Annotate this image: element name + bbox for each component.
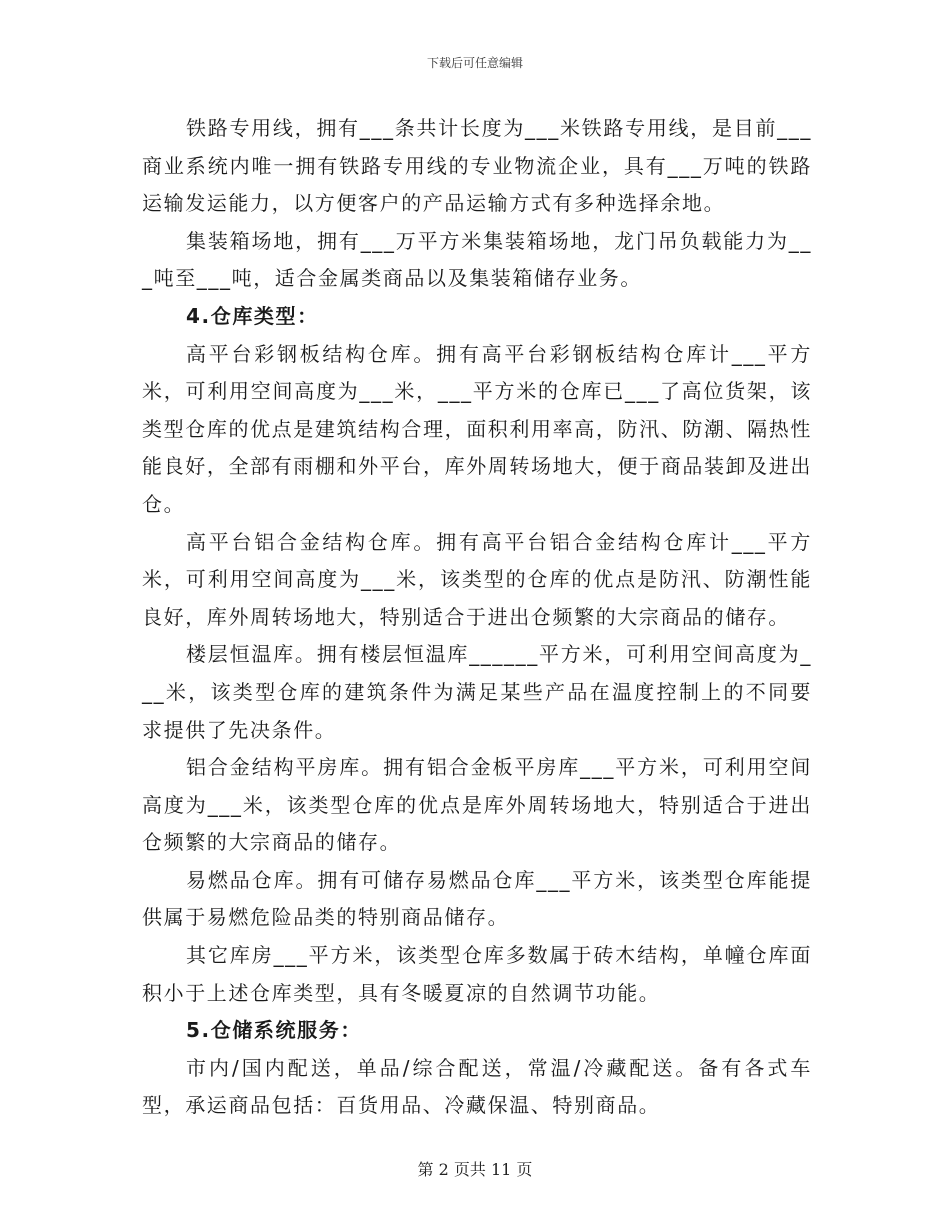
paragraph-aluminum-warehouse: 高平台铝合金结构仓库。拥有高平台铝合金结构仓库计___平方米，可利用空间高度为___米，该类型的仓库的优点是防汛、防潮性能良好，库外周转场地大，特别适合于进出仓频繁的大宗商品的储存。 [142, 529, 812, 629]
paragraph-container-yard: 集装箱场地，拥有___万平方米集装箱场地，龙门吊负载能力为___吨至___吨，适合金属类商品以及集装箱储存业务。 [142, 228, 812, 291]
page-number: 第 2 页共 11 页 [417, 1160, 533, 1179]
paragraph-distribution: 市内/国内配送，单品/综合配送，常温/冷藏配送。备有各式车型，承运商品包括：百货用品、冷藏保温、特别商品。 [142, 1055, 812, 1118]
paragraph-flammable-warehouse: 易燃品仓库。拥有可储存易燃品仓库___平方米，该类型仓库能提供属于易燃危险品类的特别商品储存。 [142, 867, 812, 930]
page-header: 下载后可任意编辑 [426, 56, 523, 70]
paragraph-railway: 铁路专用线，拥有___条共计长度为___米铁路专用线，是目前___商业系统内唯一拥有铁路专用线的专业物流企业，具有___万吨的铁路运输发运能力，以方便客户的产品运输方式有多种选择余地。 [142, 116, 812, 216]
section-heading-storage-services: 5.仓储系统服务： [186, 1018, 362, 1043]
paragraph-steel-warehouse: 高平台彩钢板结构仓库。拥有高平台彩钢板结构仓库计___平方米，可利用空间高度为___米，___平方米的仓库已___了高位货架，该类型仓库的优点是建筑结构合理，面积利用率高，防汛、防潮、隔热性能良好，全部有雨棚和外平台，库外周转场地大，便于商品装卸及进出仓。 [142, 341, 812, 516]
paragraph-other-warehouse: 其它库房___平方米，该类型仓库多数属于砖木结构，单幢仓库面积小于上述仓库类型，具有冬暖夏凉的自然调节功能。 [142, 943, 812, 1005]
section-heading-warehouse-types: 4.仓库类型： [186, 303, 319, 328]
paragraph-aluminum-bungalow: 铝合金结构平房库。拥有铝合金板平房库___平方米，可利用空间高度为___米，该类型仓库的优点是库外周转场地大，特别适合于进出仓频繁的大宗商品的储存。 [142, 755, 812, 855]
paragraph-constant-temp-warehouse: 楼层恒温库。拥有楼层恒温库______平方米，可利用空间高度为___米，该类型仓库的建筑条件为满足某些产品在温度控制上的不同要求提供了先决条件。 [142, 642, 812, 742]
document-body [142, 110, 812, 1125]
